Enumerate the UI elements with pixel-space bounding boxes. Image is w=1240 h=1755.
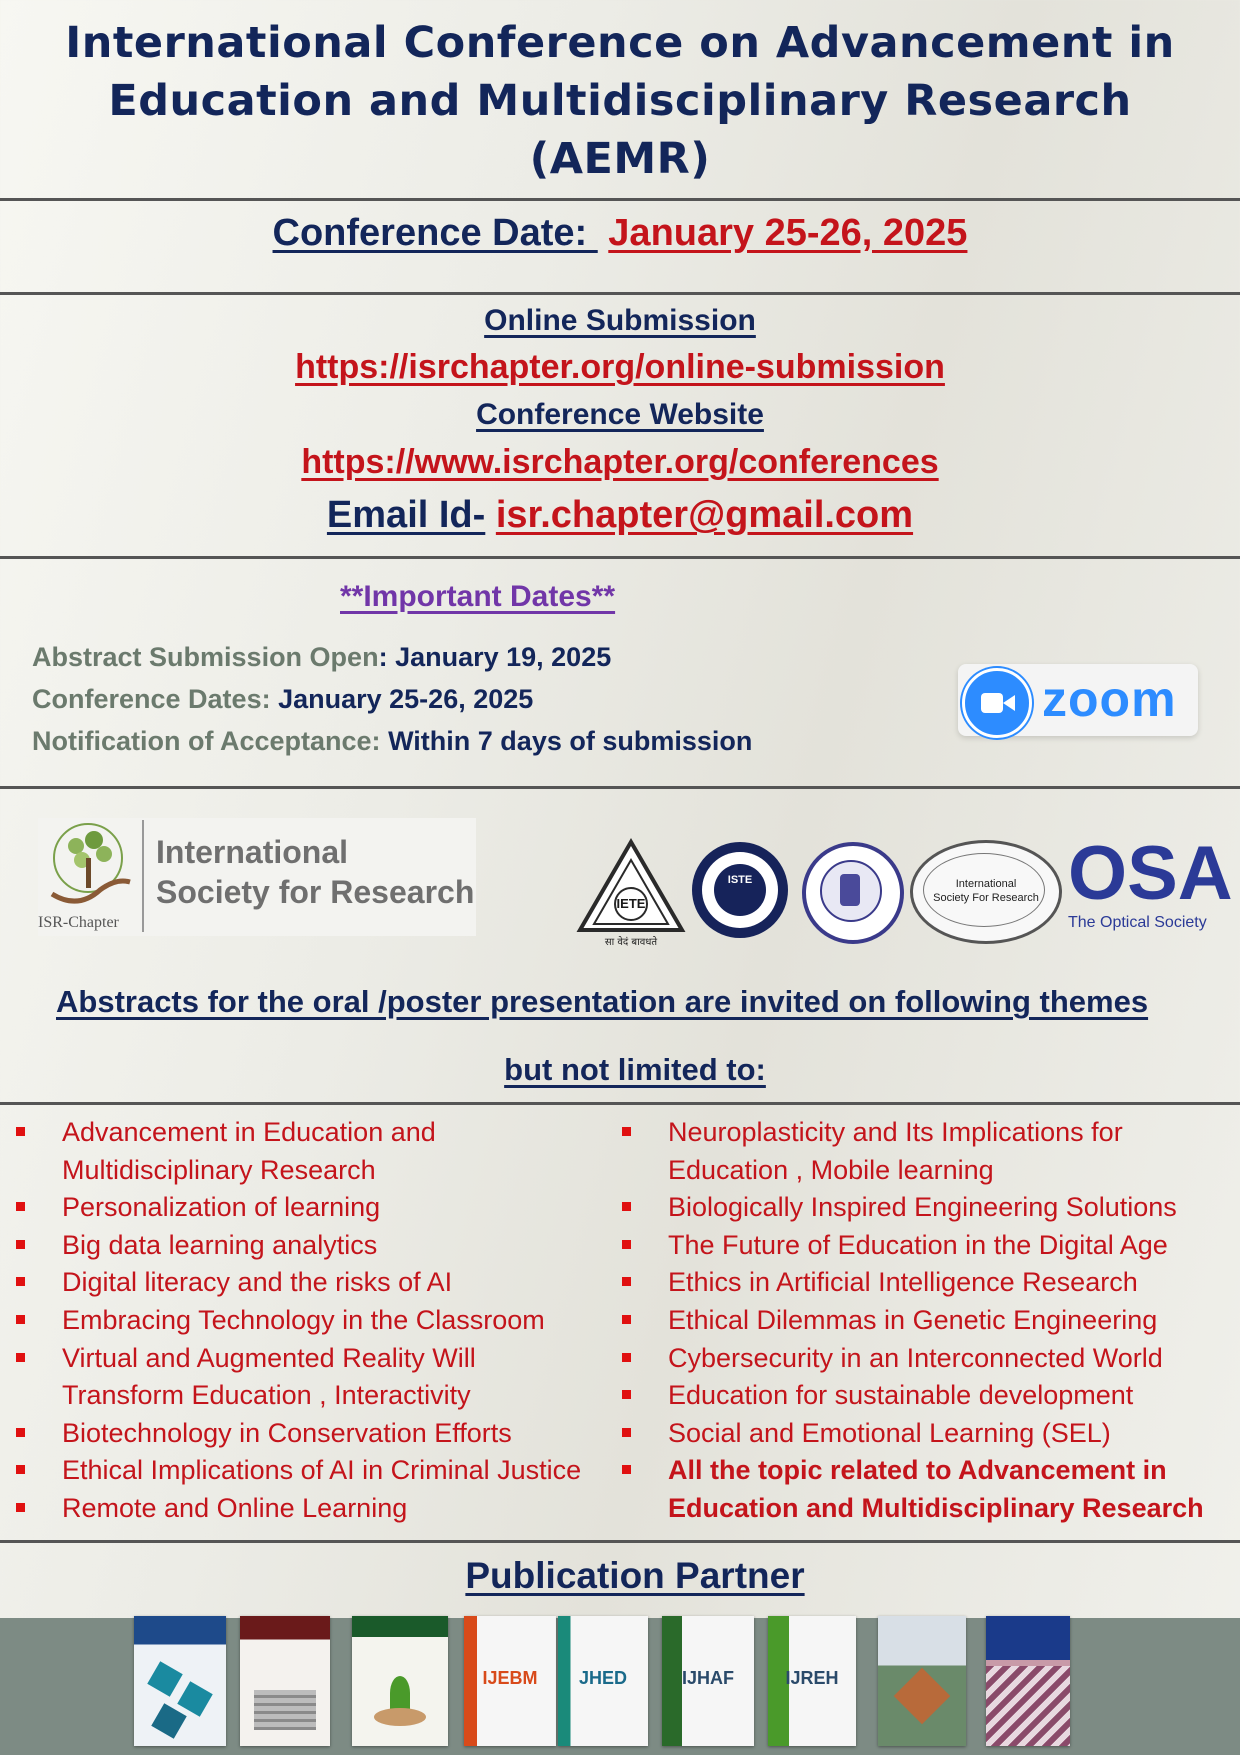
divider — [0, 1102, 1240, 1105]
themes-heading-sub: but not limited to: — [504, 1052, 766, 1087]
video-camera-icon — [962, 668, 1032, 738]
journal-cover — [768, 1616, 856, 1746]
date-value: January 19, 2025 — [395, 642, 612, 672]
online-submission-link[interactable]: https://isrchapter.org/online-submission — [295, 348, 945, 386]
list-item: Big data learning analytics — [16, 1227, 626, 1265]
list-item: Advancement in Education and Multidisciplinary Research — [16, 1114, 626, 1189]
conference-date-label: Conference Date: — [272, 212, 598, 254]
osa-logo — [1068, 831, 1234, 944]
zoom-wordmark: zoom — [1042, 671, 1177, 727]
journal-cover — [134, 1616, 226, 1746]
date-item: Abstract Submission Open: January 19, 2025 — [32, 642, 612, 672]
journal-cover — [464, 1616, 556, 1746]
conference-date-value: January 25-26, 2025 — [608, 212, 968, 254]
iete-logo: IETE सा वेदं बावधते — [576, 838, 686, 948]
journal-cover — [986, 1616, 1070, 1746]
list-item: Biotechnology in Conservation Efforts — [16, 1415, 626, 1453]
divider — [0, 292, 1240, 295]
conference-date — [0, 212, 1240, 255]
institution-engineers-seal — [802, 842, 904, 944]
date-item — [32, 678, 752, 720]
journal-cover — [662, 1616, 754, 1746]
publication-partner-heading: Publication Partner — [465, 1555, 805, 1596]
date-value: Within 7 days of submission — [388, 726, 753, 756]
conference-website-label: Conference Website — [476, 398, 764, 431]
journal-cover — [558, 1616, 648, 1746]
online-submission-label: Online Submission — [484, 304, 756, 337]
journal-cover — [878, 1616, 966, 1746]
divider — [0, 786, 1240, 789]
list-item: Biologically Inspired Engineering Solutions — [622, 1189, 1234, 1227]
conference-title — [40, 14, 1200, 188]
list-item: Remote and Online Learning — [16, 1490, 626, 1528]
list-item: Ethical Implications of AI in Criminal Justice — [16, 1452, 626, 1490]
isr-chapter-label: ISR-Chapter — [38, 914, 119, 931]
list-item: All the topic related to Advancement in Education and Multidisciplinary Research — [622, 1452, 1234, 1527]
iste-logo: ISTE — [692, 842, 788, 938]
themes-list-right — [622, 1114, 1234, 1528]
title-line-3: (AEMR) — [529, 134, 711, 184]
list-item: Ethical Dilemmas in Genetic Engineering — [622, 1302, 1234, 1340]
list-item: Cybersecurity in an Interconnected World — [622, 1340, 1234, 1378]
list-item: Ethics in Artificial Intelligence Research — [622, 1264, 1234, 1302]
isr-badge: International Society For Research — [910, 840, 1062, 944]
journal-title: IJHAF — [681, 1668, 734, 1688]
email-label: Email Id- — [326, 494, 486, 536]
journal-title: IJEBM — [482, 1668, 538, 1688]
zoom-logo — [958, 664, 1198, 736]
email-link[interactable]: isr.chapter@gmail.com — [495, 494, 914, 536]
iete-triangle-icon — [576, 838, 686, 934]
isr-name: International Society for Research — [156, 834, 475, 910]
list-item: Embracing Technology in the Classroom — [16, 1302, 626, 1340]
important-dates-heading: **Important Dates** — [340, 580, 616, 613]
date-label: Conference Dates: — [32, 684, 271, 714]
themes-list-left — [16, 1114, 626, 1528]
themes-heading: Abstracts for the oral /poster presentation are invited on following themes — [56, 984, 1149, 1019]
journal-title: IJREH — [785, 1668, 839, 1688]
journal-cover — [240, 1616, 330, 1746]
osa-subtitle: The Optical Society — [1068, 914, 1207, 931]
list-item: Personalization of learning — [16, 1189, 626, 1227]
list-item: Social and Emotional Learning (SEL) — [622, 1415, 1234, 1453]
email-line — [0, 494, 1240, 537]
conference-website-link[interactable]: https://www.isrchapter.org/conferences — [301, 443, 939, 481]
title-line-2: Education and Multidisciplinary Research — [108, 76, 1132, 126]
date-value: January 25-26, 2025 — [278, 684, 534, 714]
list-item: The Future of Education in the Digital Age — [622, 1227, 1234, 1265]
divider — [0, 556, 1240, 559]
divider — [0, 1540, 1240, 1543]
isr-logo — [38, 818, 476, 936]
osa-wordmark: OSA — [1068, 831, 1233, 916]
divider — [0, 198, 1240, 201]
tree-hands-icon — [38, 818, 138, 914]
date-label: Abstract Submission Open — [32, 642, 379, 672]
journal-title: JHED — [578, 1668, 627, 1688]
journal-cover — [352, 1616, 448, 1746]
list-item: Virtual and Augmented Reality Will Transform Education , Interactivity — [16, 1340, 532, 1415]
date-label: Notification of Acceptance: — [32, 726, 381, 756]
list-item: Education for sustainable development — [622, 1377, 1234, 1415]
list-item: Neuroplasticity and Its Implications for Education , Mobile learning — [622, 1114, 1234, 1189]
title-line-1: International Conference on Advancement in — [65, 18, 1175, 68]
important-dates-list — [32, 636, 752, 762]
list-item: Digital literacy and the risks of AI — [16, 1264, 626, 1302]
date-item — [32, 720, 752, 762]
